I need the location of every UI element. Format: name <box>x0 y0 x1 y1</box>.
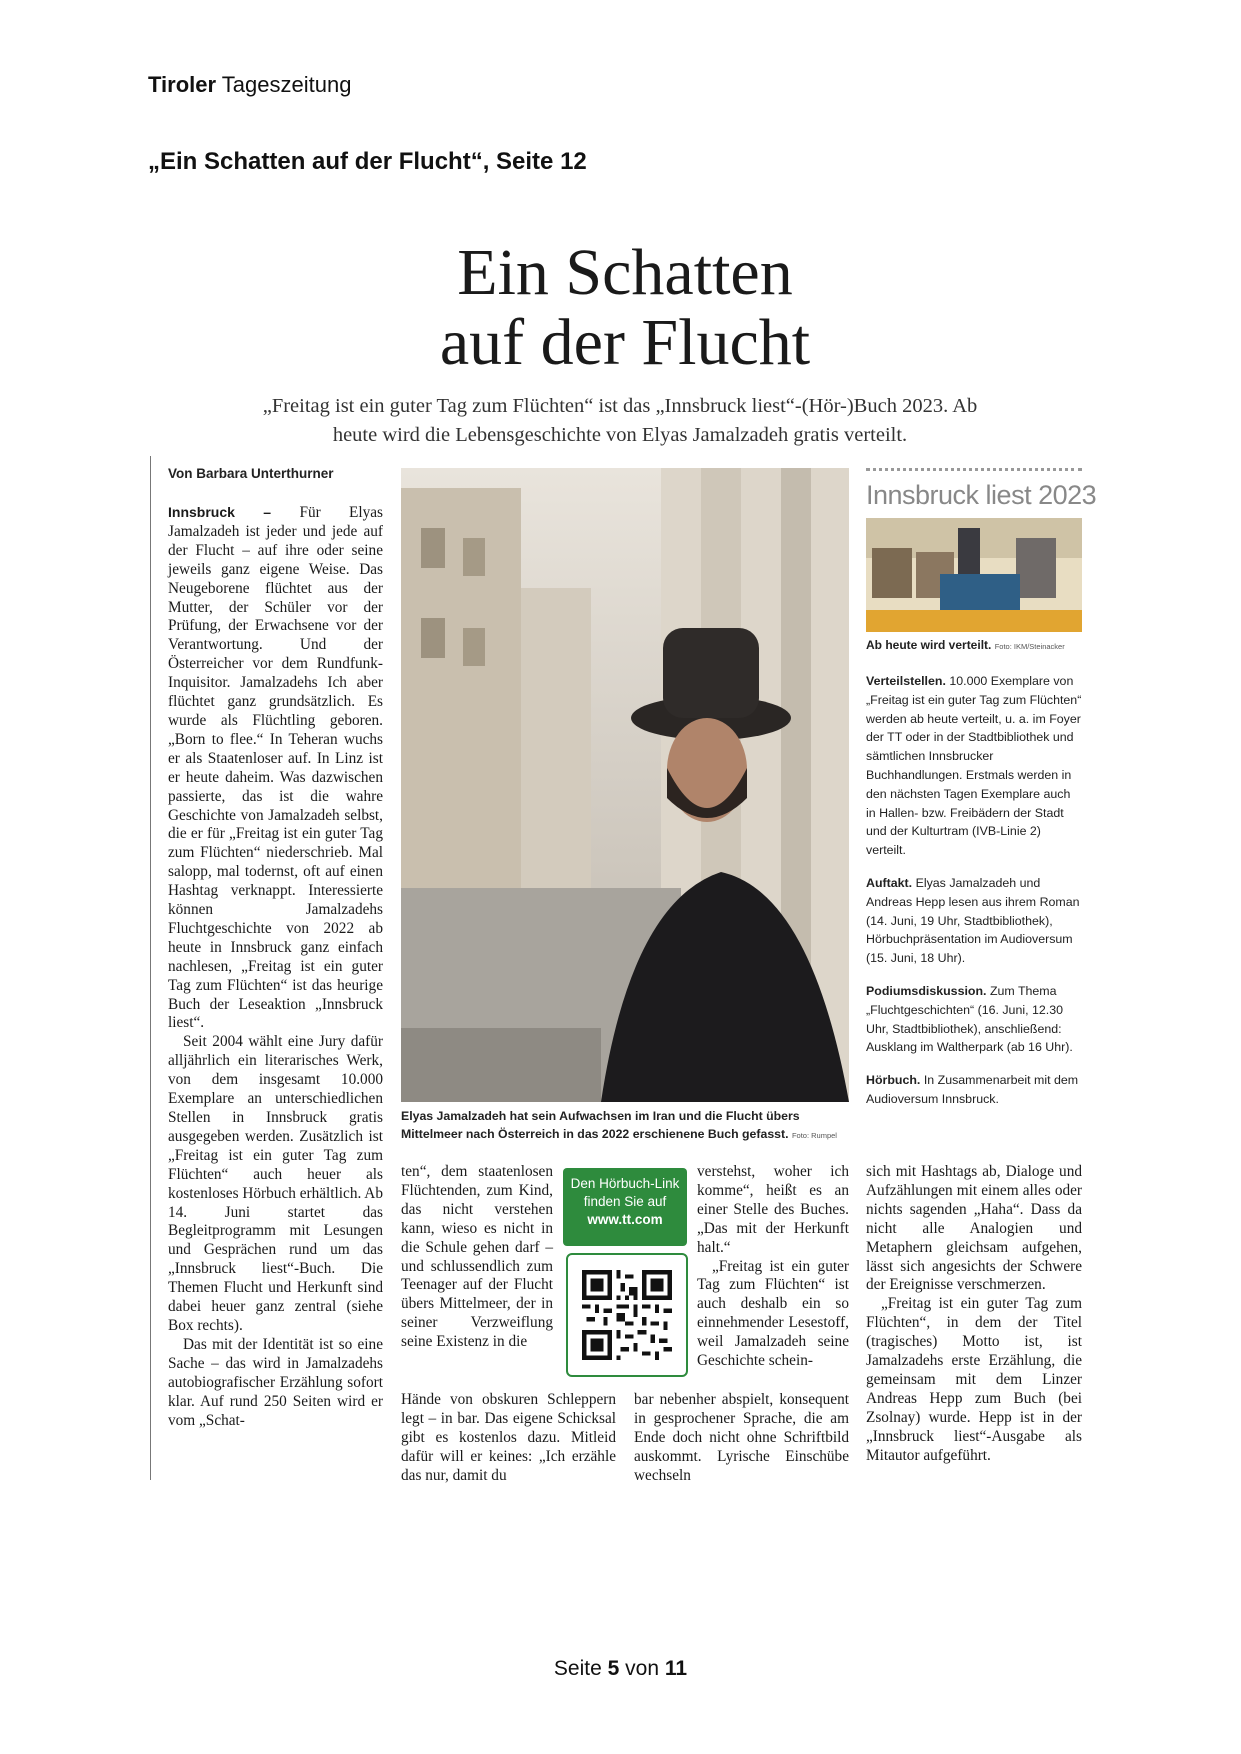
sidebar-divider <box>866 468 1082 471</box>
photo-caption <box>401 1107 849 1145</box>
paragraph: ten“, dem staatenlosen Flüchtenden, zum Kind, das nicht verstehen kann, wieso es nicht in die Schule gehen darf – und schlussendlich zum Teenager auf der Flucht übers Mittelmeer, der in seiner Verzweiflung seine Existenz in die <box>401 1163 553 1351</box>
sidebar-item-label: Podiumsdiskussion. <box>866 983 987 998</box>
sidebar-photo-credit: Foto: IKM/Steinacker <box>994 642 1065 651</box>
photo-credit: Foto: Rumpel <box>791 1131 837 1140</box>
paragraph-text: Für Elyas Jamalzadeh ist jeder und jede auf der Flucht – auf ihre oder seine jeweils ganz eigene Weise. Das Neugeborene flüchtet aus der Mutter, der Schüler vor der Prüfung, der Erwachsene vor der Verantwortung. Und der Österreicher vor dem Rundfunk-Inquisitor. Jamalzadehs Ich aber flüchtet ganz grundsätzlich. Es wurde als Flüchtling geboren. „Born to flee.“ In Teheran wuchs er als Staatenloser auf. In Linz ist er heute daheim. Was dazwischen passierte, das ist die wahre Geschichte von Jamalzadeh selbst, die er für „Freitag ist ein guter Tag zum Flüchten“ niederschrieb. Mal salopp, mal todernst, oft auf einen Hashtag verknappt. Interessierte können Jamalzadehs Fluchtgeschichte von 2022 ab heute in Innsbruck ganz einfach nachlesen, „Freitag ist ein guter Tag zum Flüchten“ ist das heurige Buch der Leseaktion „Innsbruck liest“. <box>168 504 384 1032</box>
paragraph: bar nebenher abspielt, konsequent in gesprochener Sprache, die am Ende doch nicht ohne Schriftbild auskommt. Lyrische Einschübe wechseln <box>634 1391 849 1484</box>
article-column-2-continued <box>401 1391 616 1486</box>
paragraph <box>168 503 383 1033</box>
sidebar-item <box>866 1071 1082 1109</box>
paragraph: „Freitag ist ein guter Tag zum Flüchten“ ist auch deshalb ein so einnehmender Lesestoff, weil Jamalzadeh seine Geschichte schein- <box>697 1257 849 1370</box>
audiobook-line-1: Den Hörbuch-Link <box>570 1176 680 1191</box>
paragraph: „Freitag ist ein guter Tag zum Flüchten“, in dem der Titel (tragisches) Motto ist, ist Jamalzadehs erste Erzählung, die gemeinsam mit dem Linzer Andreas Hepp zum Buch (bei Zsolnay) wurde. Hepp ist in der „Innsbruck liest“-Ausgabe als Mitautor aufgeführt. <box>866 1295 1082 1464</box>
sidebar-photo <box>866 518 1082 632</box>
sidebar-caption-text: Ab heute wird verteilt. <box>866 638 992 652</box>
sidebar-title: Innsbruck liest 2023 <box>866 480 1097 510</box>
sidebar-item <box>866 982 1082 1057</box>
sidebar-item-text: In Zusammenarbeit mit dem Audioversum Innsbruck. <box>866 1073 1079 1106</box>
article-column-3-continued <box>634 1391 849 1486</box>
paragraph: sich mit Hashtags ab, Dialoge und Aufzählungen mit einem alles oder nichts sagenden „Haha“. Dass da nicht alle Analogien und Metaphern gleichsam aufgehen, lässt sich angesichts der Schwere der Ereignisse verschmerzen. <box>866 1163 1082 1294</box>
page-total: 11 <box>664 1657 688 1680</box>
paragraph: Das mit der Identität ist so eine Sache – das wird in Jamalzadehs autobiografischer Erzählung sofort klar. Auf rund 250 Seiten wird er vom „Schat- <box>168 1335 383 1429</box>
article-column-1 <box>168 503 383 1430</box>
sidebar-item-text: Zum Thema „Fluchtgeschichten“ (16. Juni, 12.30 Uhr, Stadtbibliothek), anschließend: Ausklang im Waltherpark (ab 16 Uhr). <box>866 983 1073 1055</box>
column-rule <box>150 456 151 1480</box>
paragraph: Seit 2004 wählt eine Jury dafür alljährlich ein literarisches Werk, von dem insgesamt 10.000 Exemplare an unterschiedlichen Stellen in Innsbruck gratis ausgegeben werden. Zusätzlich ist „Freitag ist ein guter Tag zum Flüchten“ auch heuer als kostenloses Hörbuch erhältlich. Ab 14. Juni startet das Begleitprogramm mit Lesungen und Gesprächen rund um das „Innsbruck liest“-Buch. Die Themen Flucht und Herkunft sind dabei heuer ganz zentral (siehe Box rechts). <box>168 1033 383 1334</box>
sidebar-info <box>866 672 1082 1123</box>
paragraph: Hände von obskuren Schleppern legt – in bar. Das eigene Schicksal gibt es kostenlos dazu. Mitleid dafür will er keines: „Ich erzähle das nur, damit du <box>401 1391 616 1484</box>
headline-line-1: Ein Schatten <box>457 236 793 309</box>
sidebar-photo-caption <box>866 638 1065 652</box>
article-headline <box>300 238 950 378</box>
audiobook-promo <box>563 1168 687 1246</box>
dateline: Innsbruck – <box>168 504 272 520</box>
sidebar-item <box>866 874 1082 968</box>
article-dek: „Freitag ist ein guter Tag zum Flüchten“ ist das „Innsbruck liest“-(Hör-)Buch 2023. Ab heute wird die Lebensgeschichte von Elyas Jamalzadeh gratis verteilt. <box>262 395 978 446</box>
sidebar-item-text: Elyas Jamalzadeh und Andreas Hepp lesen aus ihrem Roman (14. Juni, 19 Uhr, Stadtbibliothek), Hörbuchpräsentation im Audioversum (15. Juni, 18 Uhr). <box>866 875 1080 966</box>
audiobook-url[interactable]: www.tt.com <box>587 1212 663 1227</box>
article-column-4 <box>866 1163 1082 1466</box>
publication-name-rest: Tageszeitung <box>221 72 352 97</box>
paragraph: verstehst, woher ich komme“, heißt es an einer Stelle des Buches. „Das mit der Herkunft halt.“ <box>697 1163 849 1256</box>
article-column-2 <box>401 1163 553 1352</box>
sidebar-item-label: Verteilstellen. <box>866 674 946 688</box>
publication-name-bold: Tiroler <box>148 72 217 97</box>
headline-line-2: auf der Flucht <box>439 306 811 379</box>
sidebar-item <box>866 672 1082 860</box>
sidebar-item-label: Hörbuch. <box>866 1073 921 1088</box>
audiobook-line-2: finden Sie auf <box>583 1194 667 1209</box>
article-column-3 <box>697 1163 849 1371</box>
sidebar-item-text: 10.000 Exemplare von „Freitag ist ein guter Tag zum Flüchten“ werden ab heute verteilt, u. a. im Foyer der TT oder in der Stadtbibliothek und sämtlichen Innsbrucker Buchhandlungen. Erstmals werden in den nächsten Tagen Exemplare auch in Hallen- bzw. Freibädern der Stadt und der Kulturtram (IVB-Linie 2) verteilt. <box>866 674 1082 858</box>
byline: Von Barbara Unterthurner <box>168 466 334 481</box>
page-current: 5 <box>607 1657 620 1680</box>
photo-caption-text: Elyas Jamalzadeh hat sein Aufwachsen im Iran und die Flucht übers Mittelmeer nach Österreich in das 2022 erschienene Buch gefasst. <box>401 1109 800 1141</box>
qr-code[interactable] <box>566 1253 688 1377</box>
article-reference: „Ein Schatten auf der Flucht“, Seite 12 <box>148 148 587 175</box>
article-photo <box>401 468 849 1102</box>
page-middle: von <box>625 1657 660 1680</box>
publication-name <box>148 72 351 98</box>
page-prefix: Seite <box>553 1657 602 1680</box>
page-number <box>0 1657 1241 1681</box>
sidebar-item-label: Auftakt. <box>866 875 913 890</box>
